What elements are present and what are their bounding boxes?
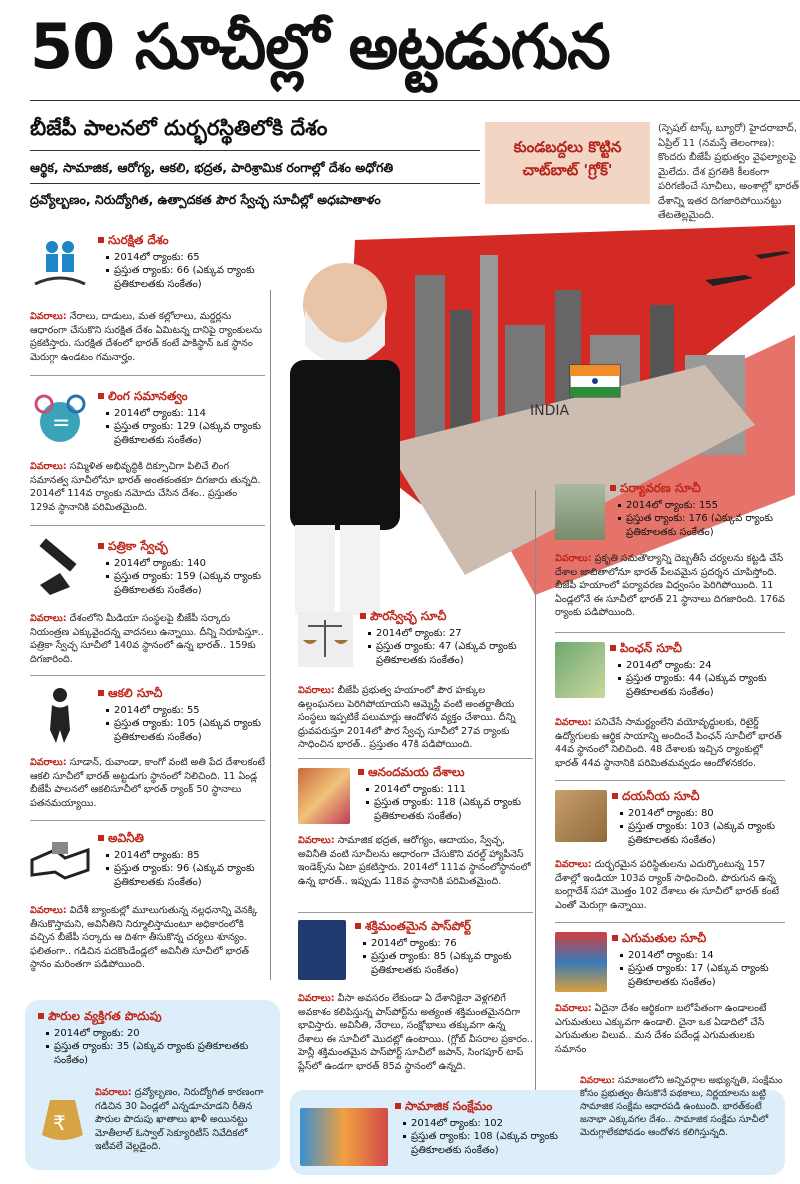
kicker-2: ద్రవ్యోల్బణం, నిరుద్యోగిత, ఉత్పాదకత పౌర స్వేచ్ఛ సూచీల్లో అధఃపాతాళం	[30, 192, 381, 207]
card-safety-desc	[30, 310, 265, 364]
rank-current: ప్రస్తుత ర్యాంకు: 85 (ఎక్కువ ర్యాంకు ప్రతికూలతకు సంకేతం)	[363, 950, 533, 978]
rank-2014: 2014లో ర్యాంకు: 24	[618, 659, 785, 673]
rank-current: ప్రస్తుత ర్యాంకు: 103 (ఎక్కువ ర్యాంకు ప్రతికూలతకు సంకేతం)	[620, 820, 785, 848]
divider	[30, 183, 480, 184]
rank-2014: 2014లో ర్యాంకు: 114	[106, 407, 263, 421]
divider	[555, 922, 785, 923]
hunger-figure-icon	[30, 685, 90, 745]
rank-current: ప్రస్తుత ర్యాంకు: 47 (ఎక్కువ ర్యాంకు ప్రతికూలతకు సంకేతం)	[368, 640, 530, 668]
rank-2014: 2014లో ర్యాంకు: 27	[368, 627, 530, 641]
family-safety-icon	[30, 232, 90, 292]
desc-text: దేశంలోని మీడియా సంస్థలపై బీజేపీ సర్కారు నియంత్రణ ఎక్కువైందన్న వాదనలు ఉన్నాయి. దీన్ని నిరూపిస్తూ.. పత్రికా స్వేచ్ఛ సూచీలో 140వ స్థానంలో ఉన్న భారత్.. 159కు దిగజారింది.	[30, 613, 264, 665]
money-bag-icon	[35, 1085, 90, 1145]
desc-lead: వివరాలు:	[30, 461, 67, 472]
desc-lead: వివరాలు:	[30, 905, 67, 916]
desc-text: సమాజంలోని అన్నివర్గాల అభ్యున్నతి, సంక్షేమం కోసం ప్రభుత్వం తీసుకొనే పథకాలు, నిర్ణయాలను బట్టి సామాజిక సంక్షేమ ఆధారపడి ఉంటుంది. భారత్‌కంటే జనాభా ఎక్కువగల దేశం.. సామాజిక సంక్షేమ సూచీలో మెరుగ్గాలేకపోవడం ఆందోళన కలిగిస్తున్నది.	[580, 1075, 783, 1139]
desc-lead: వివరాలు:	[30, 757, 67, 768]
card-title-text: పత్రికా స్వేచ్ఛ	[108, 539, 168, 553]
card-savings-desc	[95, 1086, 275, 1154]
card-press-desc	[30, 612, 265, 666]
card-exports-desc	[555, 1002, 785, 1056]
rank-current: ప్రస్తుత ర్యాంకు: 118 (ఎక్కువ ర్యాంకు ప్రతికూలతకు సంకేతం)	[366, 796, 533, 824]
card-corruption-desc	[30, 904, 265, 972]
passport-icon	[298, 920, 346, 980]
card-civil-desc	[298, 684, 533, 752]
happy-people-photo	[298, 768, 350, 824]
rank-2014: 2014లో ర్యాంకు: 14	[620, 949, 785, 963]
card-happy-desc	[298, 834, 533, 888]
desc-text: సూడాన్, రువాండా, కాంగో వంటి అతి పేద దేశాలకంటే ఆకలి సూచీలో భారత్ అట్టడుగు స్థానంలో నిలిచింది. 11 ఏండ్ల బీజేపీ పాలనలో ఆకలిసూచీలో భారత్ ర్యాంక్ 50 స్థానాలు పతనమయ్యాయి.	[30, 757, 265, 809]
desc-lead: వివరాలు:	[580, 1075, 616, 1086]
card-hunger-desc	[30, 756, 265, 810]
desc-text: సమ్మిళిత అభివృద్ధికి దిక్సూచిగా పిలిచే లింగ సమానత్వ సూచీలోనూ భారత్ అంతకంతకూ దిగజారు తున్నది. 2014లో 114వ ర్యాంకు నమోదు చేసిన దేశం.. ప్రస్తుతం 129వ స్థానానికి పరిమితమైంది.	[30, 461, 261, 513]
card-corruption	[98, 830, 263, 890]
rank-current: ప్రస్తుత ర్యాంకు: 105 (ఎక్కువ ర్యాంకు ప్రతికూలతకు సంకేతం)	[106, 717, 263, 745]
card-environment	[610, 480, 785, 540]
card-title-text: లింగ సమానత్వం	[108, 389, 188, 403]
bribe-handshake-icon	[30, 830, 90, 890]
desc-lead: వివరాలు:	[298, 835, 335, 846]
fragile-photo	[555, 790, 607, 842]
desc-lead: వివరాలు:	[30, 613, 67, 624]
rank-2014: 2014లో ర్యాంకు: 85	[106, 849, 263, 863]
divider	[30, 100, 800, 101]
card-title	[98, 232, 263, 249]
rank-current: ప్రస్తుత ర్యాంకు: 176 (ఎక్కువ ర్యాంకు ప్రతికూలతకు సంకేతం)	[618, 512, 785, 540]
divider	[555, 780, 785, 781]
rank-current: ప్రస్తుత ర్యాంకు: 129 (ఎక్కువ ర్యాంకు ప్రతికూలతకు సంకేతం)	[106, 420, 263, 448]
rank-2014: 2014లో ర్యాంకు: 20	[46, 1027, 273, 1041]
india-label: INDIA	[530, 403, 570, 419]
card-environment-desc	[555, 552, 785, 620]
card-title-text: సామాజిక సంక్షేమం	[405, 1099, 493, 1113]
svg-text:=: =	[52, 411, 71, 436]
desc-lead: వివరాలు:	[95, 1087, 132, 1098]
card-civil	[360, 608, 530, 668]
card-title-text: పర్యావరణ సూచీ	[620, 481, 701, 495]
gender-equality-icon	[30, 390, 90, 450]
welfare-people-illustration	[300, 1108, 388, 1166]
card-pension	[610, 640, 785, 700]
desc-text: సామాజిక భద్రత, ఆరోగ్యం, ఆదాయం, స్వేచ్ఛ, అవినీతి వంటి సూచీలను ఆధారంగా చేసుకొని వరల్డ్ హ్యాపీనెస్ ఇండెక్స్‌ను ఏటా ప్రకటిస్తారు. 2014లో 111వ స్థానంలోస్థానంలో ఉన్న భారత్.. ఇప్పుడు 118వ స్థానానికి పరిమితమైంది.	[298, 835, 531, 887]
card-happy	[358, 764, 533, 824]
card-gender	[98, 388, 263, 448]
divider	[30, 675, 265, 676]
card-title-text: పింఛన్ సూచీ	[620, 641, 682, 655]
rank-2014: 2014లో ర్యాంకు: 55	[106, 704, 263, 718]
divider	[30, 375, 265, 376]
card-press	[98, 538, 263, 598]
card-gender-desc	[30, 460, 265, 514]
shipping-containers-photo	[555, 932, 607, 992]
rank-current: ప్రస్తుత ర్యాంకు: 44 (ఎక్కువ ర్యాంకు ప్రతికూలతకు సంకేతం)	[618, 672, 785, 700]
desc-text: వీసా అవసరం లేకుండా ఏ దేశానికైనా వెళ్లగలిగే అవకాశం కలిపిస్తున్న పాస్‌పోర్ట్‌ను అత్యంత శక్తిమంతమైనదిగా భావిస్తారు. అవినీతి, నేరాలు, సంక్షోభాలు తక్కువగా ఉన్న దేశాలు ఈ సూచీలో మొదట్లో ఉంటాయి. (గ్లోబ్ వీసరాల ప్రకారం.. హెన్లీ శక్తిమంతమైన పాస్‌పోర్ట్ సూచీలో జపాన్, సింగపూర్ టాప్ ప్లేస్‌లో ఉండగా భారత్ 85వ స్థానంలో ఉన్నది.	[298, 993, 533, 1073]
desc-text: ఏదైనా దేశం ఆర్థికంగా బలోపేతంగా ఉండాలంటే ఎగుమతులు ఎక్కువగా ఉండాలి. చైనా ఒక ఏడాదిలో చేసే ఎగుమతుల విలువ.. మన దేశం పదేండ్ల ఎగుమతులకు సమానం	[555, 1003, 767, 1055]
headline: 50 సూచీల్లో అట్టడుగున	[30, 10, 610, 83]
card-fragile	[612, 788, 785, 848]
divider	[30, 150, 480, 151]
rank-2014: 2014లో ర్యాంకు: 140	[106, 557, 263, 571]
card-exports	[612, 930, 785, 990]
divider	[30, 525, 265, 526]
pension-photo	[555, 642, 605, 698]
justice-scale-icon	[298, 612, 353, 667]
rank-2014: 2014లో ర్యాంకు: 65	[106, 251, 263, 265]
desc-lead: వివరాలు:	[555, 717, 592, 728]
divider	[30, 820, 265, 821]
kicker-1: ఆర్థిక, సామాజిక, ఆరోగ్య, ఆకలి, భద్రత, పారిశ్రామిక రంగాల్లో దేశం అధోగతి	[30, 160, 394, 175]
desc-lead: వివరాలు:	[30, 311, 67, 322]
divider	[298, 912, 533, 913]
card-passport-desc	[298, 992, 533, 1074]
story-text: (స్పెషల్ టాస్క్ బ్యూరో) హైదరాబాద్, ఏప్రిల్ 11 (నమస్తే తెలంగాణ): కొందరు బీజేపీ ప్రభుత్వం వైఫల్యాలపై మైలేదు. దేశ ప్రగతికి కీలకంగా పరిగణించే సూచీలు, అంశాల్లో భారత్ దేశాన్ని ఇతర దిగజారిపోయినట్టు తేటతెల్లమైంది.	[658, 123, 800, 221]
card-fragile-desc	[555, 858, 785, 912]
press-pen-icon	[30, 540, 90, 600]
divider	[555, 632, 785, 633]
column-divider	[270, 290, 271, 980]
rank-current: ప్రస్తుత ర్యాంకు: 35 (ఎక్కువ ర్యాంకు ప్రతికూలతకు సంకేతం)	[46, 1040, 273, 1068]
rank-current: ప్రస్తుత ర్యాంకు: 96 (ఎక్కువ ర్యాంకు ప్రతికూలతకు సంకేతం)	[106, 862, 263, 890]
card-title-text: దయనీయ సూచీ	[622, 789, 700, 803]
card-passport	[355, 918, 533, 978]
desc-lead: వివరాలు:	[555, 859, 592, 870]
desc-text: ప్రకృతి సమతౌల్యాన్ని దెబ్బతీసే చర్యలను కట్టడి చేసే దేశాల జాబితాలోనూ భారత్ పేలవమైన ప్రదర్శన చూపిస్తోంది. బీజేపీ హయాంలో పర్యావరణ విధ్వంసం పెరిగిపోయింది. 11 ఏండ్లలోనే ఈ సూచీలో భారత్ 21 స్థానాలు దిగజారింది. 176వ ర్యాంకు పడిపోయింది.	[555, 553, 785, 619]
rank-2014: 2014లో ర్యాంకు: 111	[366, 783, 533, 797]
rank-2014: 2014లో ర్యాంకు: 76	[363, 937, 533, 951]
card-welfare	[395, 1098, 575, 1158]
rank-current: ప్రస్తుత ర్యాంకు: 108 (ఎక్కువ ర్యాంకు ప్రతికూలతకు సంకేతం)	[403, 1130, 575, 1158]
desc-lead: వివరాలు:	[555, 553, 592, 564]
grok-box: కుండబద్దలు కొట్టిన చాట్‌బాట్ 'గ్రోక్'	[485, 122, 650, 204]
rank-2014: 2014లో ర్యాంకు: 102	[403, 1117, 575, 1131]
desc-text: విదేశీ బ్యాంకుల్లో మూలుగుతున్న నల్లధనాన్ని వెనక్కి తీసుకొస్తామని, అవినీతిని నిర్మూలిస్తామంటూ అధికారంలోకి వచ్చిన బీజేపీ సర్కారు ఆ దిశగా తీసుకొన్న చర్యలు శూన్యం. ఫలితంగా.. గడిచిన పదకొండేండ్లలో అవినీతి సూచీలో భారత్ స్థానం మరింతగా పడిపోయింది.	[30, 905, 258, 971]
card-pension-desc	[555, 716, 785, 770]
subhead: బీజేపీ పాలనలో దుర్భరస్థితిలోకి దేశం	[30, 116, 328, 140]
card-savings	[38, 1008, 273, 1068]
desc-lead: వివరాలు:	[555, 1003, 592, 1014]
card-title-text: శక్తిమంతమైన పాస్‌పోర్ట్	[365, 919, 472, 933]
rank-current: ప్రస్తుత ర్యాంకు: 66 (ఎక్కువ ర్యాంకు ప్రతికూలతకు సంకేతం)	[106, 264, 263, 292]
divider	[298, 758, 533, 759]
rank-current: ప్రస్తుత ర్యాంకు: 17 (ఎక్కువ ర్యాంకు ప్రతికూలతకు సంకేతం)	[620, 962, 785, 990]
desc-text: దుర్భరమైన పరిస్థితులను ఎదుర్కొంటున్న 157 దేశాల్లో ఇండియా 103వ ర్యాంక్ సాధించింది. పొరుగున ఉన్న బంగ్లాదేశ్ సహా మొత్తం 102 దేశాలు ఈ సూచీలో భారత్ కంటే ఎంతో మెరుగ్గా ఉన్నాయి.	[555, 859, 780, 911]
card-title-text: సురక్షిత దేశం	[108, 233, 169, 247]
card-title-text: పౌరుల వ్యక్తిగత పొదుపు	[48, 1009, 162, 1023]
card-title-text: అవినీతి	[108, 831, 144, 845]
rank-current: ప్రస్తుత ర్యాంకు: 159 (ఎక్కువ ర్యాంకు ప్రతికూలతకు సంకేతం)	[106, 570, 263, 598]
desc-text: బీజేపీ ప్రభుత్వ హయాంలో పౌర హక్కుల ఉల్లంఘనలు పెరిగిపోయాయని ఆమ్నెస్టీ వంటి అంతర్జాతీయ సంస్థలు ఇప్పటికే పలుమార్లు ఆందోళన వ్యక్తం చేశాయి. దీన్ని ధ్రువపరుస్తూ 2014లో పౌర స్వేచ్ఛ సూచీలో 27వ ర్యాంకు సాధించిన భారత్.. ప్రస్తుతం 47కి పడిపోయింది.	[298, 685, 516, 751]
desc-lead: వివరాలు:	[298, 993, 335, 1004]
card-title-text: ఎగుమతుల సూచీ	[622, 931, 707, 945]
card-hunger	[98, 685, 263, 745]
rank-2014: 2014లో ర్యాంకు: 80	[620, 807, 785, 821]
desc-text: పనిచేసే సామర్థ్యంలేని వయోవృద్ధులకు, రిటైర్డ్ ఉద్యోగులకు ఆర్థిక సాయాన్ని అందించే పింఛన్ సూచీలో భారత్ 44వ స్థానంలో నిలిచింది. 48 దేశాలకు ఇచ్చిన ర్యాంకుల్లో భారత్ 44వ స్థానానికి పరిమితమవ్వడం ఆందోళనకరం.	[555, 717, 782, 769]
desc-text: నేరాలు, దాడులు, మత కల్లోలాలు, మర్డర్లను ఆధారంగా చేసుకొని సురక్షిత దేశం ఏమిటన్న దానిపై ర్యాంకులను ప్రకటిస్తారు. సురక్షిత దేశంలో భారత్ కంటే పాకిస్థాన్ ఒక స్థానం మెరుగ్గా ఉండటం గమనార్హం.	[30, 311, 263, 363]
desc-lead: వివరాలు:	[298, 685, 335, 696]
card-title-text: ఆకలి సూచీ	[108, 686, 163, 700]
card-welfare-desc	[580, 1074, 785, 1139]
environment-photo	[555, 484, 605, 540]
card-title-text: పౌరస్వేచ్ఛ సూచీ	[370, 609, 447, 623]
column-divider	[535, 490, 536, 1090]
card-title-text: ఆనందమయ దేశాలు	[368, 765, 465, 779]
card-safety	[98, 232, 263, 292]
svg-text:₹: ₹	[53, 1111, 66, 1135]
desc-text: ద్రవ్యోల్బణం, నిరుద్యోగిత కారణంగా గడిచిన 30 ఏండ్లలో ఎన్నడూచూడని రీతిన పౌరుల పొదుపు ఖాతాలు ఖాళీ అయినట్టు మోతీలాల్ ఓస్వాల్ సెక్యూరిటీస్ నివేదికలో ఇటీవలే వెల్లడైంది.	[95, 1087, 264, 1153]
rank-2014: 2014లో ర్యాంకు: 155	[618, 499, 785, 513]
